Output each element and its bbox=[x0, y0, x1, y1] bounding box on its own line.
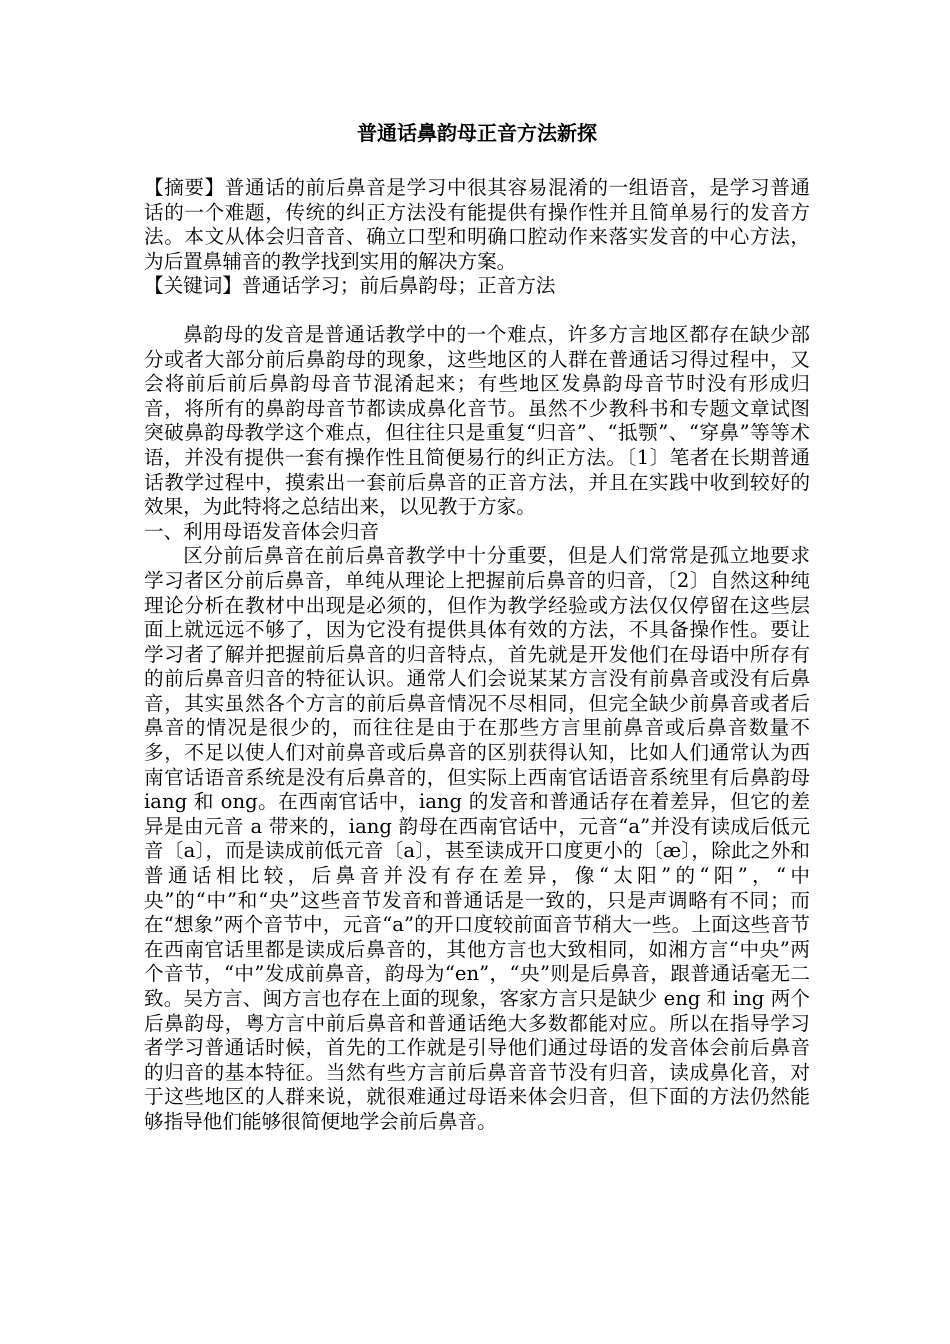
document-title: 普通话鼻韵母正音方法新探 bbox=[357, 121, 597, 145]
paragraph-section1: 区分前后鼻音在前后鼻音教学中十分重要，但是人们常常是孤立地要求学习者区分前后鼻音，单纯从理论上把握前后鼻音的归音，〔2〕自然这种纯理论分析在教材中出现是必须的，但作为教学经验或方法仅仅停留在这些层面上就远远不够了，因为它没有提供具体有效的方法，不具备操作性。要让学习者了解并把握前后鼻音的归音特点，首先就是开发他们在母语中所存有的前后鼻音归音的特征认识。通常人们会说某某方言没有前鼻音或没有后鼻音，其实虽然各个方言的前后鼻音情况不尽相同，但完全缺少前鼻音或者后鼻音的情况是很少的，而往往是由于在那些方言里前鼻音或后鼻音数量不多，不足以使人们对前鼻音或后鼻音的区别获得认知，比如人们通常认为西南官话语音系统是没有后鼻音的，但实际上西南官话语音系统里有后鼻韵母 iang 和 ong。在西南官话中，iang 的发音和普通话存在着差异，但它的差异是由元音 a 带来的，iang 韵母在西南官话中，元音“a”并没有读成后低元音〔a〕，而是读成前低元音〔a〕，甚至读成开口度更小的〔æ〕，除此之外和普通话相比较，后鼻音并没有存在差异，像“太阳”的“阳”，“中央”的“中”和“央”这些音节发音和普通话是一致的，只是声调略有不同；而在“想象”两个音节中，元音“a”的开口度较前面音节稍大一些。上面这些音节在西南官话里都是读成后鼻音的，其他方言也大致相同，如湘方言“中央”两个音节，“中”发成前鼻音，韵母为“en”，“央”则是后鼻音，跟普通话毫无二致。吴方言、闽方言也存在上面的现象，客家方言只是缺少 eng 和 ing 两个后鼻韵母，粤方言中前后鼻音和普通话绝大多数都能对应。所以在指导学习者学习普通话时候，首先的工作就是引导他们通过母语的发音体会前后鼻音的归音的基本特征。当然有些方言前后鼻音音节没有归音，读成鼻化音，对于这些地区的人群来说，就很难通过母语来体会归音，但下面的方法仍然能够指导他们能够很简便地学会前后鼻音。 bbox=[144, 544, 810, 1133]
keywords: 【关键词】普通话学习；前后鼻韵母；正音方法 bbox=[144, 274, 556, 298]
spacer bbox=[144, 299, 810, 323]
abstract: 【摘要】普通话的前后鼻音是学习中很其容易混淆的一组语音，是学习普通话的一个难题，传统的纠正方法没有能提供有操作性并且简单易行的发音方法。本文从体会归音音、确立口型和明确口腔动作来落实发音的中心方法，为后置鼻辅音的教学找到实用的解决方案。 bbox=[144, 176, 810, 273]
section-heading: 一、利用母语发音体会归音 bbox=[144, 519, 380, 543]
document-page bbox=[144, 118, 810, 1135]
paragraph-intro: 鼻韵母的发音是普通话教学中的一个难点，许多方言地区都存在缺少部分或者大部分前后鼻韵母的现象，这些地区的人群在普通话习得过程中，又会将前后前后鼻韵母音节混淆起来；有些地区发鼻韵母音节时没有形成归音，将所有的鼻韵母音节都读成鼻化音节。虽然不少教科书和专题文章试图突破鼻韵母教学这个难点，但往往只是重复“归音”、“抵颚”、“穿鼻”等等术语，并没有提供一套有操作性且简便易行的纠正方法。〔1〕笔者在长期普通话教学过程中，摸索出一套前后鼻音的正音方法，并且在实践中收到较好的效果，为此特将之总结出来，以见教于方家。 bbox=[144, 322, 810, 519]
